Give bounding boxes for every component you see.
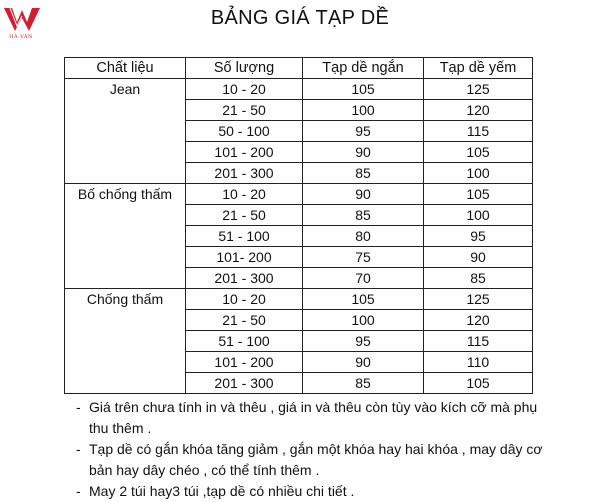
- note-item: [76, 481, 546, 502]
- quantity-cell: 101 - 200: [186, 142, 303, 163]
- quantity-cell: 10 - 20: [186, 184, 303, 205]
- header-short-apron: Tạp dề ngắn: [303, 58, 424, 79]
- notes-list: [76, 397, 546, 502]
- header-quantity: Số lượng: [186, 58, 303, 79]
- short-price-cell: 90: [303, 352, 424, 373]
- table-header-row: [65, 58, 533, 79]
- quantity-cell: 201 - 300: [186, 268, 303, 289]
- short-price-cell: 85: [303, 163, 424, 184]
- material-cell: Jean: [65, 79, 186, 184]
- bib-price-cell: 115: [424, 331, 533, 352]
- bib-price-cell: 100: [424, 163, 533, 184]
- short-price-cell: 85: [303, 205, 424, 226]
- short-price-cell: 75: [303, 247, 424, 268]
- note-item: [76, 397, 546, 439]
- short-price-cell: 105: [303, 289, 424, 310]
- quantity-cell: 51 - 100: [186, 226, 303, 247]
- material-cell: Chống thấm: [65, 289, 186, 394]
- price-table-body: [65, 79, 533, 394]
- quantity-cell: 21 - 50: [186, 205, 303, 226]
- bib-price-cell: 115: [424, 121, 533, 142]
- table-row: [65, 184, 533, 205]
- bib-price-cell: 85: [424, 268, 533, 289]
- note-text: Tạp dề có gắn khóa tăng giảm , gắn một khóa hay hai khóa , may dây cơ bản hay dây chéo , có thể tính thêm .: [89, 441, 543, 478]
- short-price-cell: 105: [303, 79, 424, 100]
- brand-logo-caption: HÀ VÂN: [9, 34, 33, 40]
- bib-price-cell: 120: [424, 100, 533, 121]
- short-price-cell: 95: [303, 331, 424, 352]
- bib-price-cell: 105: [424, 184, 533, 205]
- page-title: BẢNG GIÁ TẠP DỀ: [210, 7, 390, 29]
- short-price-cell: 85: [303, 373, 424, 394]
- note-dash: -: [76, 441, 81, 457]
- bib-price-cell: 120: [424, 310, 533, 331]
- bib-price-cell: 90: [424, 247, 533, 268]
- table-row: [65, 289, 533, 310]
- material-cell: Bố chống thấm: [65, 184, 186, 289]
- note-item: [76, 439, 546, 481]
- quantity-cell: 101- 200: [186, 247, 303, 268]
- short-price-cell: 80: [303, 226, 424, 247]
- quantity-cell: 21 - 50: [186, 310, 303, 331]
- quantity-cell: 10 - 20: [186, 289, 303, 310]
- note-text: Giá trên chưa tính in và thêu , giá in và thêu còn tùy vào kích cỡ mà phụ thu thêm .: [89, 399, 538, 436]
- bib-price-cell: 110: [424, 352, 533, 373]
- header-material: Chất liệu: [65, 58, 186, 79]
- price-table: [64, 57, 533, 394]
- bib-price-cell: 100: [424, 205, 533, 226]
- quantity-cell: 201 - 300: [186, 373, 303, 394]
- short-price-cell: 100: [303, 310, 424, 331]
- quantity-cell: 101 - 200: [186, 352, 303, 373]
- bib-price-cell: 125: [424, 79, 533, 100]
- table-row: [65, 79, 533, 100]
- quantity-cell: 51 - 100: [186, 331, 303, 352]
- bib-price-cell: 105: [424, 142, 533, 163]
- short-price-cell: 70: [303, 268, 424, 289]
- quantity-cell: 10 - 20: [186, 79, 303, 100]
- short-price-cell: 95: [303, 121, 424, 142]
- header-bib-apron: Tạp dề yếm: [424, 58, 533, 79]
- bib-price-cell: 125: [424, 289, 533, 310]
- short-price-cell: 100: [303, 100, 424, 121]
- bib-price-cell: 105: [424, 373, 533, 394]
- note-dash: -: [76, 483, 81, 499]
- note-dash: -: [76, 399, 81, 415]
- note-text: May 2 túi hay3 túi ,tạp dề có nhiều chi tiết .: [89, 483, 355, 499]
- quantity-cell: 201 - 300: [186, 163, 303, 184]
- short-price-cell: 90: [303, 184, 424, 205]
- bib-price-cell: 95: [424, 226, 533, 247]
- quantity-cell: 50 - 100: [186, 121, 303, 142]
- quantity-cell: 21 - 50: [186, 100, 303, 121]
- short-price-cell: 90: [303, 142, 424, 163]
